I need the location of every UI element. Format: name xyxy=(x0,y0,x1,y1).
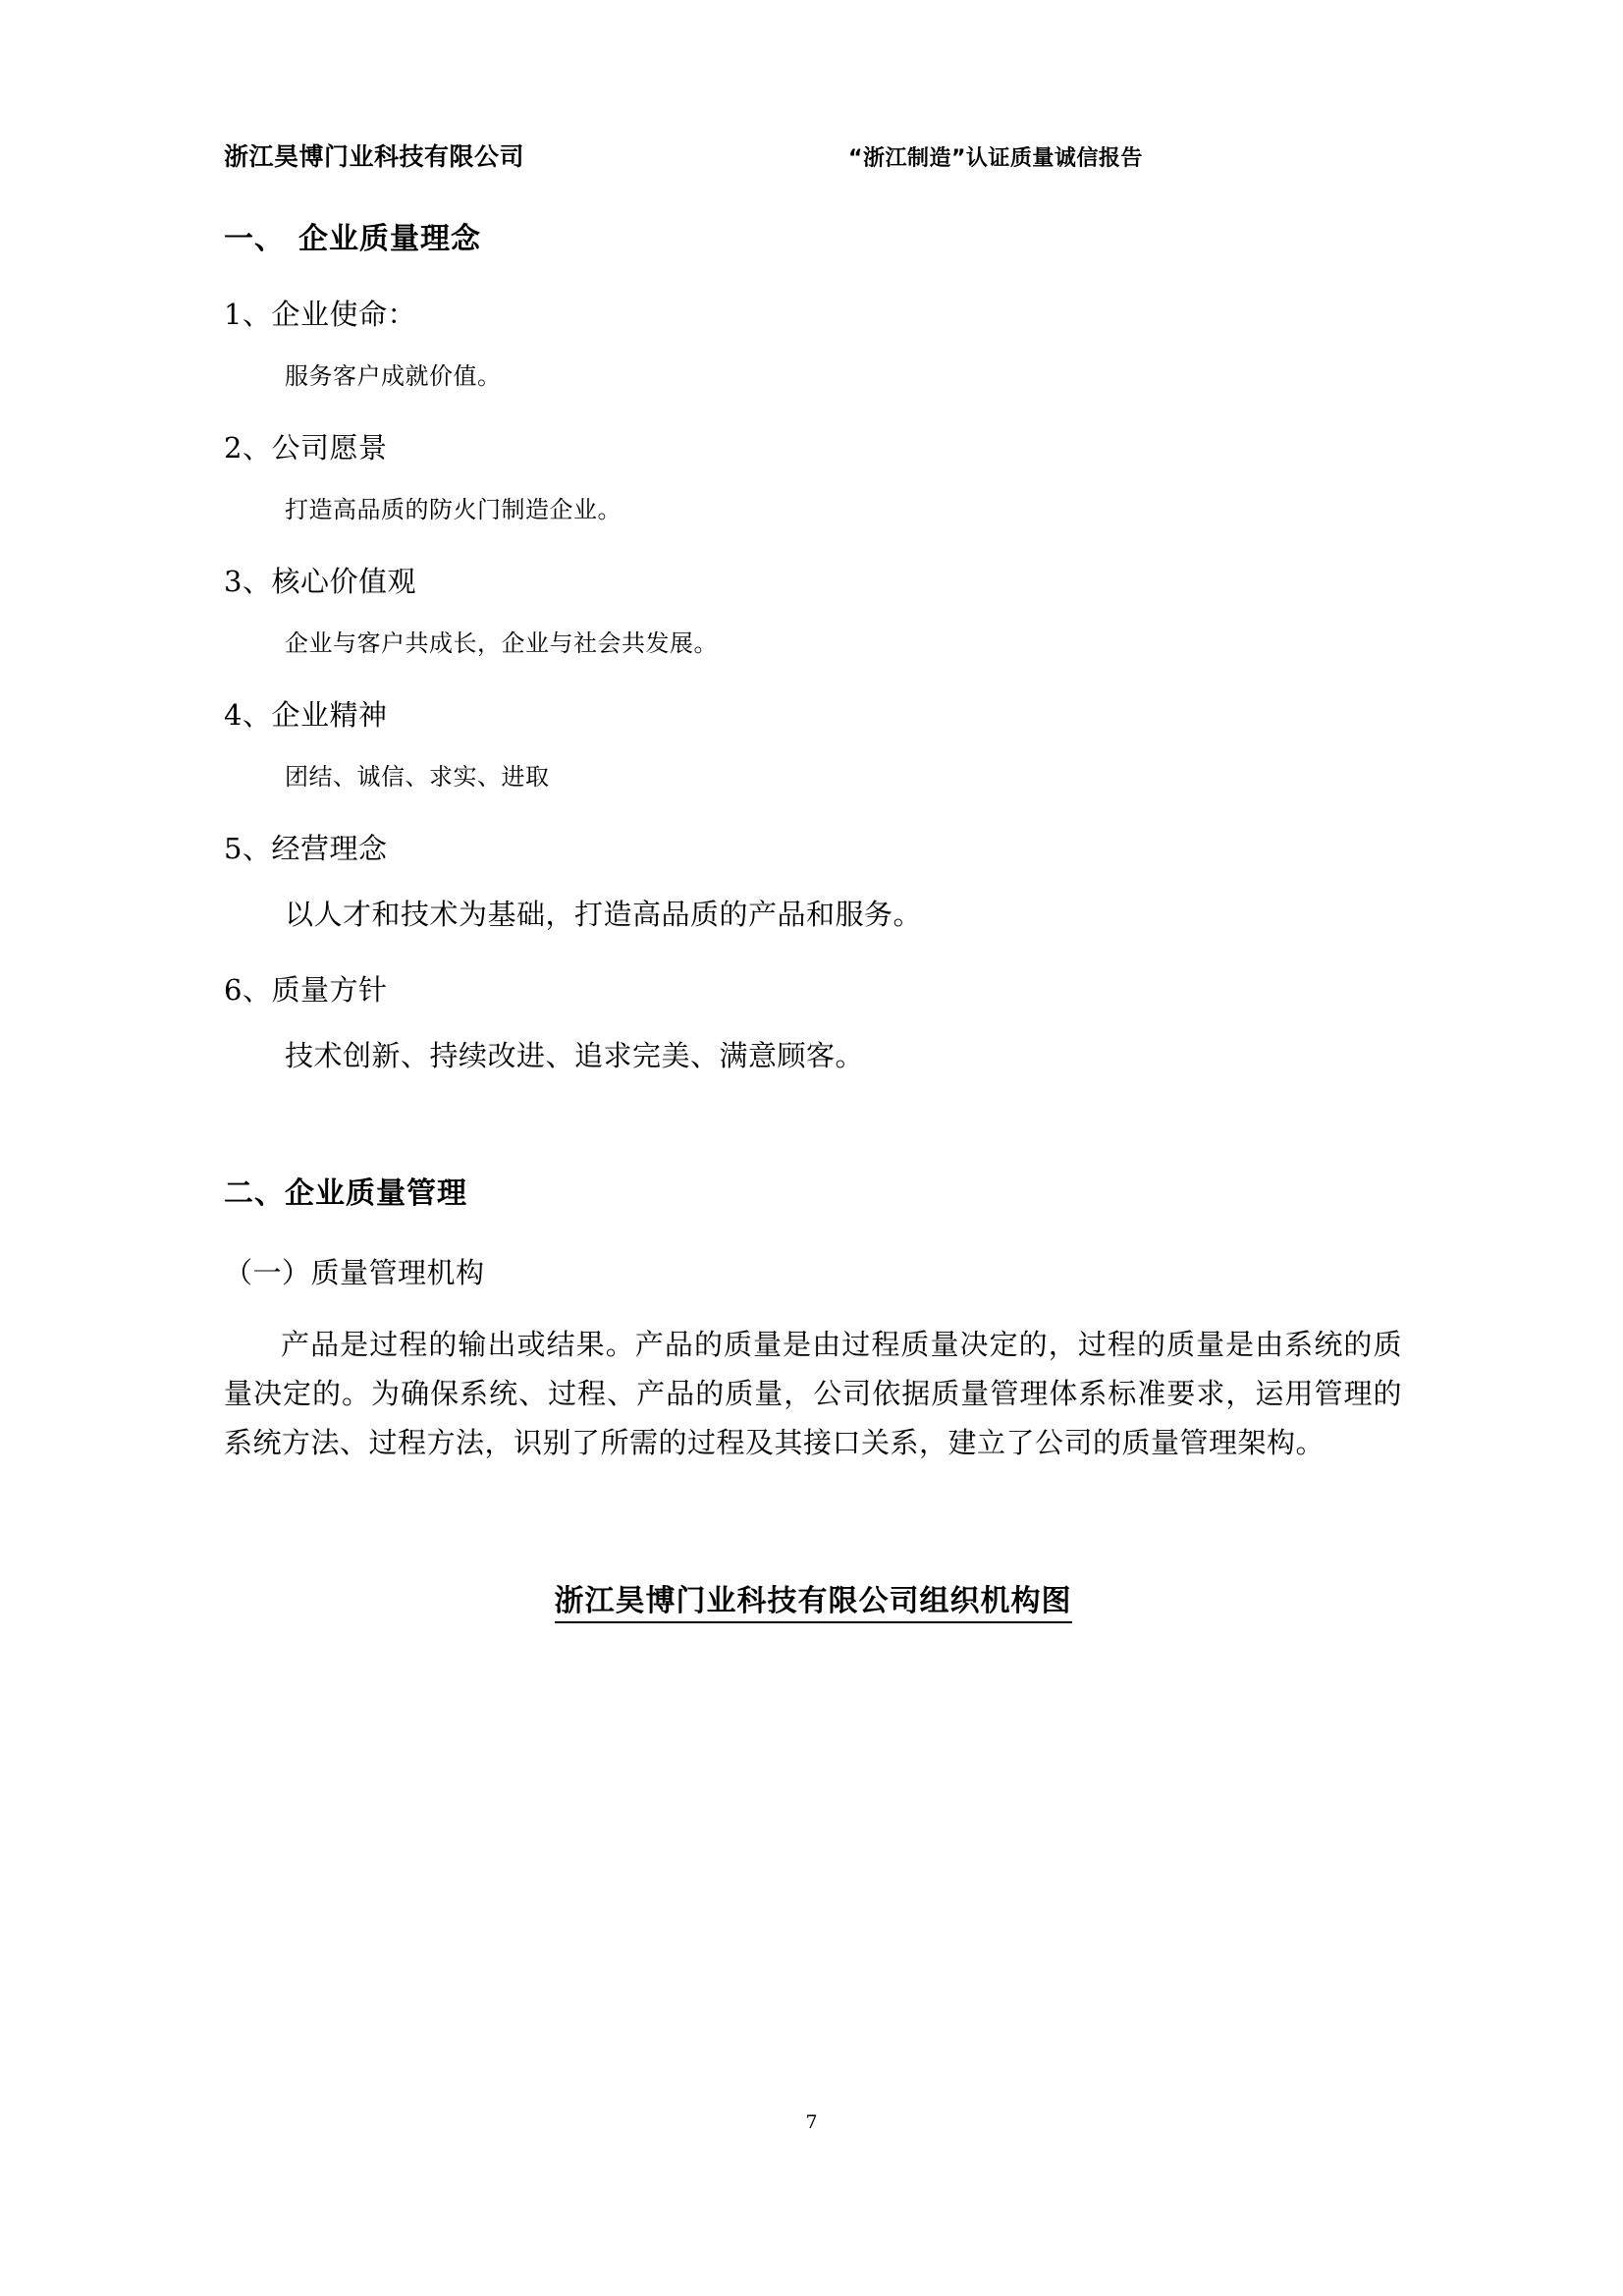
item-label-1: 1、企业使命： xyxy=(224,298,416,331)
item-text-5: 以人才和技术为基础，打造高品质的产品和服务。 xyxy=(285,898,923,931)
item-label-5: 5、经营理念 xyxy=(224,832,388,865)
section-1-number: 一、 xyxy=(224,222,285,256)
item-text-1: 服务客户成就价值。 xyxy=(285,362,502,390)
item-text-2: 打造高品质的防火门制造企业。 xyxy=(285,496,622,523)
body-paragraph: 产品是过程的输出或结果。产品的质量是由过程质量决定的，过程的质量是由系统的质量决定的。为确保系统、过程、产品的质量，公司依据质量管理体系标准要求，运用管理的系统方法、过程方法，识别了所需的过程及其接口关系，建立了公司的质量管理架构。 xyxy=(224,1328,1402,1459)
item-label-6: 6、质量方针 xyxy=(224,973,388,1007)
section-1-title: 企业质量理念 xyxy=(298,222,481,256)
item-label-3: 3、核心价值观 xyxy=(224,565,416,598)
item-label-2: 2、公司愿景 xyxy=(224,431,388,465)
page-number: 7 xyxy=(805,2111,818,2133)
org-chart-title-text: 浙江昊博门业科技有限公司组织机构图 xyxy=(555,1584,1072,1623)
org-chart-title xyxy=(224,1576,1402,1619)
item-text-3: 企业与客户共成长，企业与社会共发展。 xyxy=(285,629,718,657)
item-text-4: 团结、诚信、求实、进取 xyxy=(285,763,550,791)
section-heading-2 xyxy=(224,1169,1402,1212)
subsection-heading: （一）质量管理机构 xyxy=(224,1256,485,1289)
item-text-6: 技术创新、持续改进、追求完美、满意顾客。 xyxy=(285,1039,865,1072)
item-label-4: 4、企业精神 xyxy=(224,698,388,732)
header-document-title: “浙江制造”认证质量诚信报告 xyxy=(848,146,1143,171)
header-company-name: 浙江昊博门业科技有限公司 xyxy=(224,142,525,171)
section-2-title: 企业质量管理 xyxy=(285,1176,467,1211)
section-heading-1 xyxy=(224,214,1402,257)
section-2-number: 二、 xyxy=(224,1176,285,1211)
document-body xyxy=(224,137,1402,1619)
page-header xyxy=(224,137,1402,173)
